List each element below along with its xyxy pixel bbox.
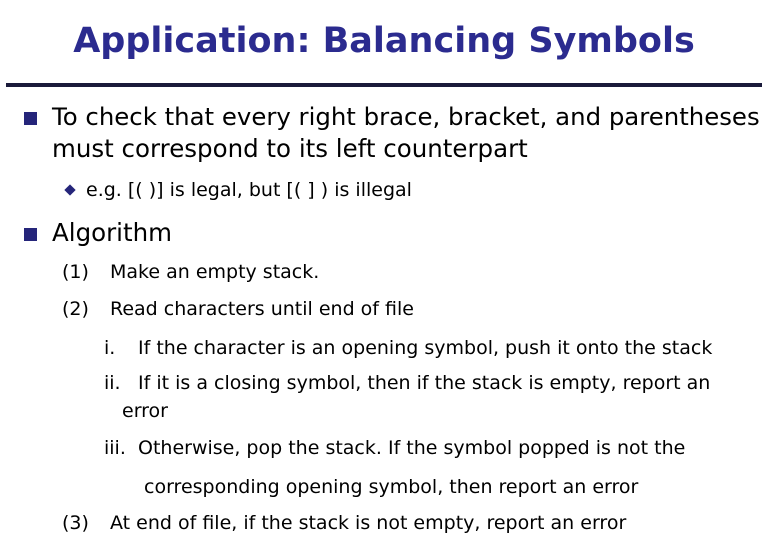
substep-ii-line2: error [122,400,168,422]
substep-i-text: If the character is an opening symbol, push it onto the stack [138,337,713,359]
substep-ii-number: ii. [104,372,121,394]
diamond-bullet-icon [64,184,75,195]
step1-text: Make an empty stack. [110,261,320,283]
square-bullet-icon [24,112,37,125]
substep-i-number: i. [104,337,116,359]
step2-number: (2) [62,298,89,320]
bullet1-line1: To check that every right brace, bracket, and parentheses [52,102,760,131]
bullet1-line2: must correspond to its left counterpart [52,134,528,163]
substep-iii-number: iii. [104,437,126,459]
bullet2-label: Algorithm [52,218,172,247]
step1-number: (1) [62,261,89,283]
step2-text: Read characters until end of file [110,298,414,320]
step3-text: At end of file, if the stack is not empty, report an error [110,512,627,534]
title-divider [6,83,762,87]
substep-iii-line1: Otherwise, pop the stack. If the symbol popped is not the [138,437,686,459]
substep-ii-line1: If it is a closing symbol, then if the stack is empty, report an [138,372,711,394]
square-bullet-icon [24,228,37,241]
step3-number: (3) [62,512,89,534]
slide-title: Application: Balancing Symbols [73,21,695,61]
substep-iii-line2: corresponding opening symbol, then report an error [144,476,639,498]
bullet1-example: e.g. [( )] is legal, but [( ] ) is illegal [86,179,412,201]
